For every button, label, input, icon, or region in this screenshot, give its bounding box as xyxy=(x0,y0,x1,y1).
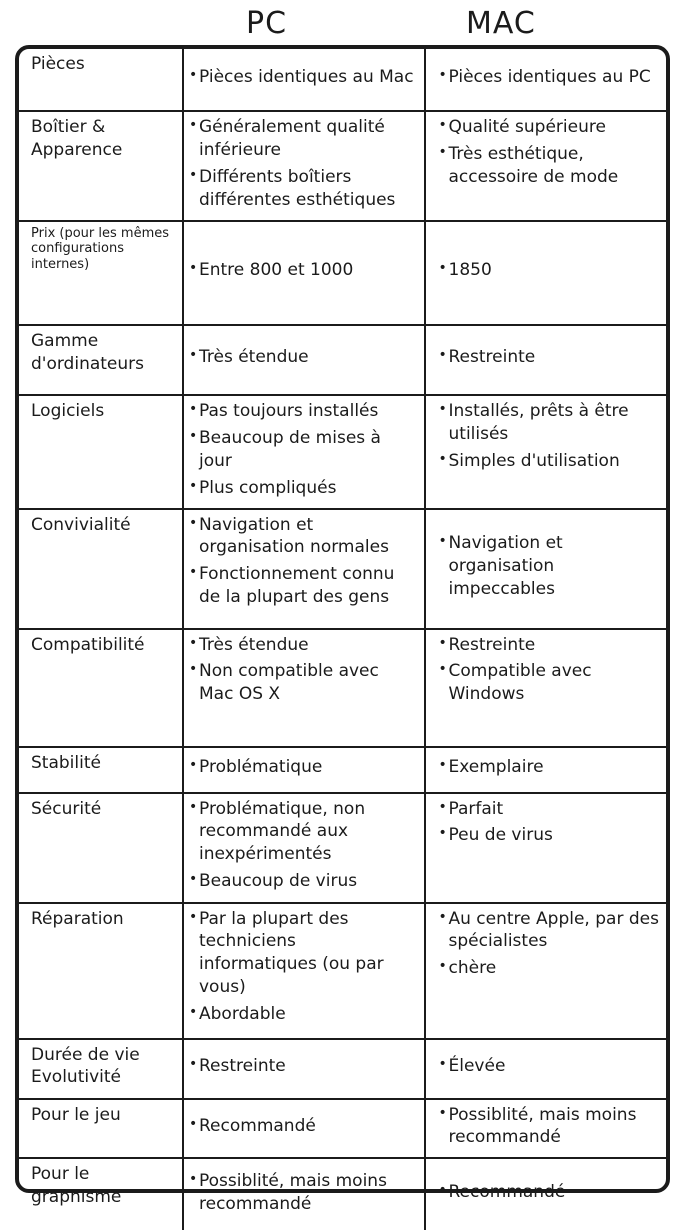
mac-cell xyxy=(425,221,667,325)
table-row xyxy=(19,221,666,325)
mac-bullet-item: • Élevée xyxy=(439,1055,662,1078)
table-row xyxy=(19,793,666,903)
table-row xyxy=(19,1158,666,1230)
mac-cell xyxy=(425,1099,667,1159)
comparison-table-frame xyxy=(15,45,670,1214)
mac-bullet-list xyxy=(431,400,662,473)
table-row xyxy=(19,111,666,221)
pc-bullet-list xyxy=(189,259,419,282)
pc-bullet-list xyxy=(189,634,419,707)
pc-bullet-item: • Plus compliqués xyxy=(189,477,419,500)
pc-bullet-list xyxy=(189,116,419,212)
pc-cell xyxy=(183,221,425,325)
mac-bullet-list xyxy=(431,756,662,779)
comparison-table xyxy=(19,49,666,1230)
mac-bullet-list xyxy=(431,1104,662,1150)
mac-bullet-item: • chère xyxy=(439,957,662,980)
mac-bullet-list xyxy=(431,532,662,601)
pc-cell xyxy=(183,793,425,903)
mac-bullet-item: • Compatible avec Windows xyxy=(439,660,662,706)
mac-bullet-item: • Possiblité, mais moins recommandé xyxy=(439,1104,662,1150)
row-category: Compatibilité xyxy=(19,629,183,747)
pc-cell xyxy=(183,1099,425,1159)
pc-bullet-item: • Très étendue xyxy=(189,634,419,657)
mac-cell xyxy=(425,111,667,221)
table-row xyxy=(19,325,666,395)
pc-bullet-list xyxy=(189,798,419,894)
mac-column-header: MAC xyxy=(466,6,536,41)
mac-bullet-list xyxy=(431,66,662,89)
mac-bullet-list xyxy=(431,116,662,189)
mac-cell xyxy=(425,903,667,1039)
mac-bullet-item: • Qualité supérieure xyxy=(439,116,662,139)
pc-bullet-item: • Problématique, non recommandé aux inexpérimentés xyxy=(189,798,419,867)
pc-bullet-item: • Restreinte xyxy=(189,1055,419,1078)
mac-cell xyxy=(425,395,667,509)
row-category: Convivialité xyxy=(19,509,183,629)
pc-bullet-item: • Recommandé xyxy=(189,1115,419,1138)
mac-bullet-item: • Parfait xyxy=(439,798,662,821)
mac-bullet-item: • Simples d'utilisation xyxy=(439,450,662,473)
pc-bullet-item: • Par la plupart des techniciens informatiques (ou par vous) xyxy=(189,908,419,1000)
mac-cell xyxy=(425,325,667,395)
pc-bullet-list xyxy=(189,1115,419,1138)
pc-cell xyxy=(183,509,425,629)
pc-bullet-item: • Entre 800 et 1000 xyxy=(189,259,419,282)
pc-bullet-list xyxy=(189,346,419,369)
pc-bullet-item: • Très étendue xyxy=(189,346,419,369)
mac-bullet-item: • Très esthétique, accessoire de mode xyxy=(439,143,662,189)
mac-cell xyxy=(425,49,667,111)
row-category: Gamme d'ordinateurs xyxy=(19,325,183,395)
row-category: Prix (pour les mêmes configurations internes) xyxy=(19,221,183,325)
pc-cell xyxy=(183,629,425,747)
mac-bullet-item: • Exemplaire xyxy=(439,756,662,779)
pc-bullet-item: • Navigation et organisation normales xyxy=(189,514,419,560)
row-category: Boîtier & Apparence xyxy=(19,111,183,221)
mac-bullet-list xyxy=(431,634,662,707)
table-row xyxy=(19,629,666,747)
pc-cell xyxy=(183,325,425,395)
mac-bullet-item: • Recommandé xyxy=(439,1181,662,1204)
pc-bullet-list xyxy=(189,514,419,610)
row-category: Pour le jeu xyxy=(19,1099,183,1159)
pc-bullet-item: • Abordable xyxy=(189,1003,419,1026)
row-category: Logiciels xyxy=(19,395,183,509)
mac-cell xyxy=(425,629,667,747)
mac-bullet-item: • Peu de virus xyxy=(439,824,662,847)
table-row xyxy=(19,395,666,509)
pc-bullet-item: • Possiblité, mais moins recommandé xyxy=(189,1170,419,1216)
mac-bullet-item: • Installés, prêts à être utilisés xyxy=(439,400,662,446)
pc-bullet-item: • Fonctionnement connu de la plupart des gens xyxy=(189,563,419,609)
pc-bullet-list xyxy=(189,1055,419,1078)
mac-cell xyxy=(425,1039,667,1099)
pc-cell xyxy=(183,1039,425,1099)
pc-bullet-item: • Pas toujours installés xyxy=(189,400,419,423)
row-category: Pour le graphisme xyxy=(19,1158,183,1230)
pc-bullet-list xyxy=(189,66,419,89)
row-category: Pièces xyxy=(19,49,183,111)
row-category: Durée de vie Evolutivité xyxy=(19,1039,183,1099)
mac-bullet-item: • Navigation et organisation impeccables xyxy=(439,532,662,601)
pc-bullet-item: • Différents boîtiers différentes esthétiques xyxy=(189,166,419,212)
pc-cell xyxy=(183,49,425,111)
pc-bullet-list xyxy=(189,756,419,779)
pc-cell xyxy=(183,747,425,793)
pc-bullet-list xyxy=(189,908,419,1027)
pc-bullet-list xyxy=(189,400,419,500)
pc-bullet-item: • Beaucoup de virus xyxy=(189,870,419,893)
pc-column-header: PC xyxy=(246,6,288,41)
mac-bullet-list xyxy=(431,908,662,981)
pc-cell xyxy=(183,903,425,1039)
pc-bullet-item: • Problématique xyxy=(189,756,419,779)
pc-bullet-item: • Non compatible avec Mac OS X xyxy=(189,660,419,706)
mac-bullet-item: • Au centre Apple, par des spécialistes xyxy=(439,908,662,954)
mac-cell xyxy=(425,747,667,793)
mac-bullet-list xyxy=(431,798,662,848)
pc-cell xyxy=(183,1158,425,1230)
row-category: Stabilité xyxy=(19,747,183,793)
pc-bullet-item: • Généralement qualité inférieure xyxy=(189,116,419,162)
mac-bullet-item: • Pièces identiques au PC xyxy=(439,66,662,89)
pc-cell xyxy=(183,111,425,221)
mac-cell xyxy=(425,793,667,903)
mac-bullet-list xyxy=(431,259,662,282)
mac-bullet-list xyxy=(431,1181,662,1204)
pc-bullet-item: • Beaucoup de mises à jour xyxy=(189,427,419,473)
mac-cell xyxy=(425,509,667,629)
mac-bullet-item: • Restreinte xyxy=(439,346,662,369)
row-category: Sécurité xyxy=(19,793,183,903)
table-row xyxy=(19,49,666,111)
pc-cell xyxy=(183,395,425,509)
mac-bullet-list xyxy=(431,346,662,369)
table-row xyxy=(19,903,666,1039)
pc-bullet-list xyxy=(189,1170,419,1216)
table-row xyxy=(19,1099,666,1159)
pc-bullet-item: • Pièces identiques au Mac xyxy=(189,66,419,89)
mac-bullet-list xyxy=(431,1055,662,1078)
mac-cell xyxy=(425,1158,667,1230)
row-category: Réparation xyxy=(19,903,183,1039)
table-row xyxy=(19,747,666,793)
mac-bullet-item: • 1850 xyxy=(439,259,662,282)
mac-bullet-item: • Restreinte xyxy=(439,634,662,657)
table-row xyxy=(19,509,666,629)
table-row xyxy=(19,1039,666,1099)
